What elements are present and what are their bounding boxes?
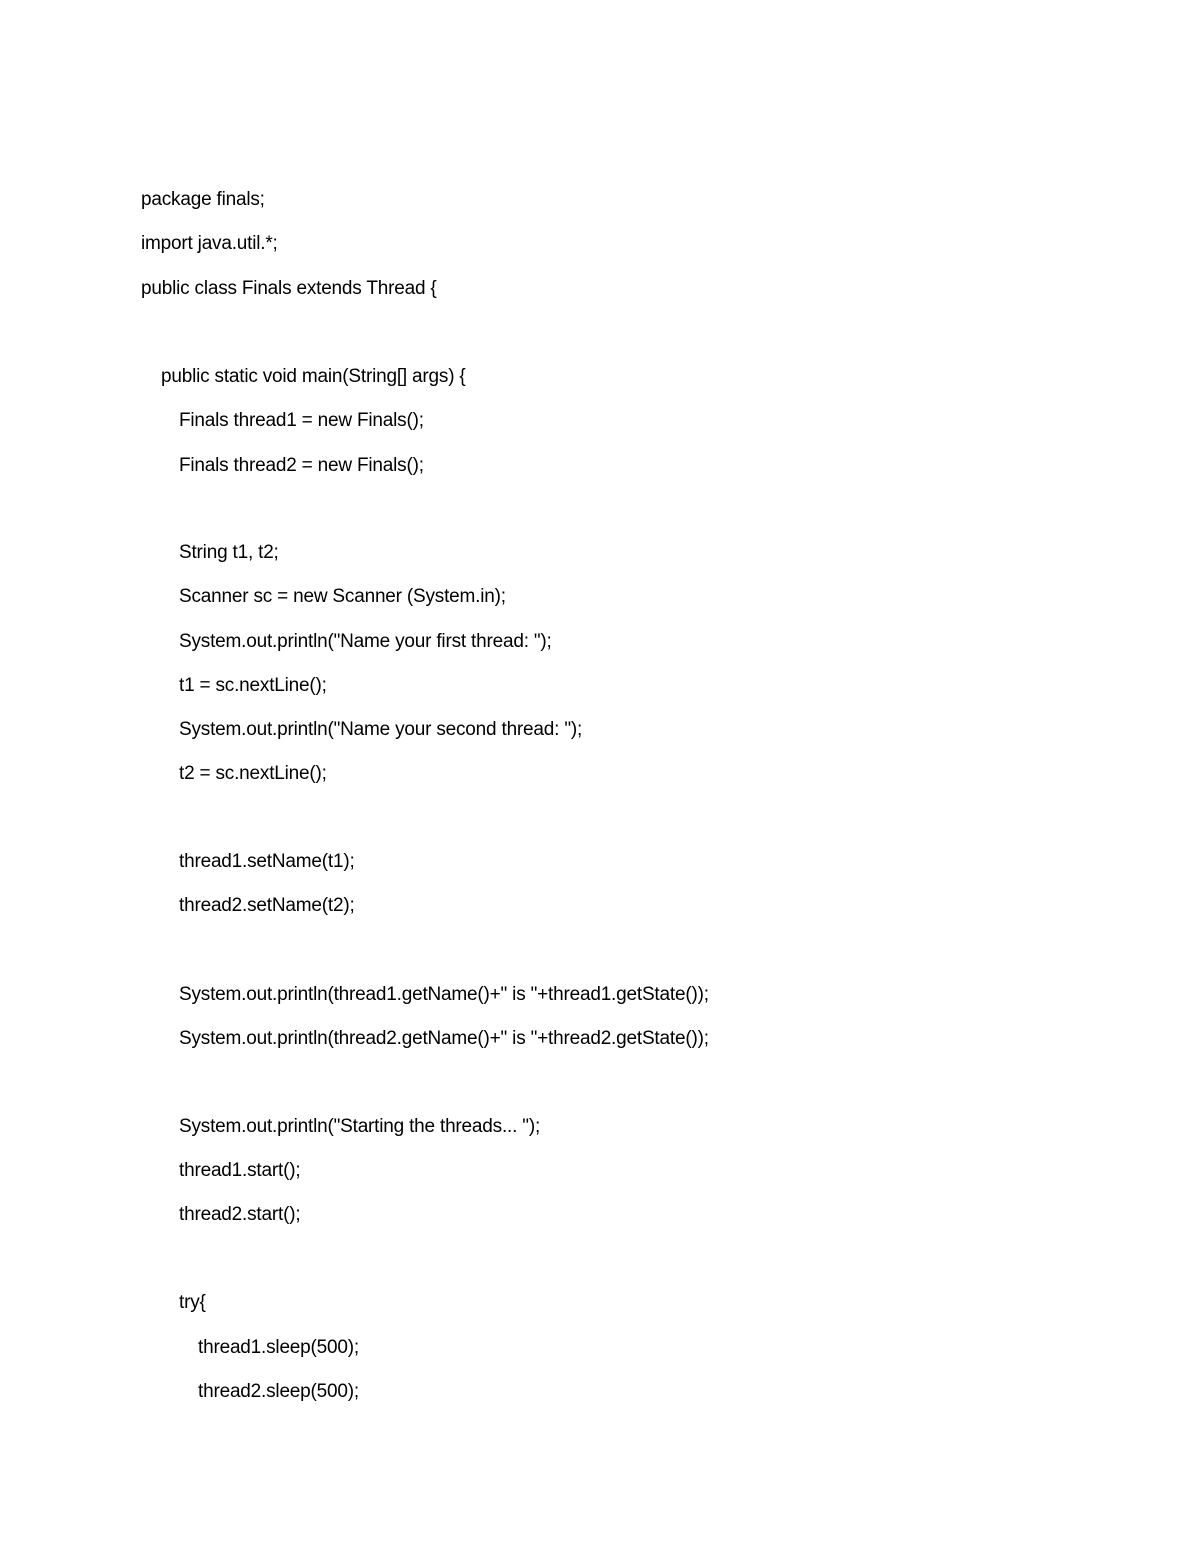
code-line-thread1-declaration: Finals thread1 = new Finals(); bbox=[179, 410, 424, 431]
code-line-set-name-thread2: thread2.setName(t2); bbox=[179, 895, 355, 916]
code-line-try-block: try{ bbox=[179, 1292, 206, 1313]
code-line-set-name-thread1: thread1.setName(t1); bbox=[179, 851, 355, 872]
code-line-print-state-thread2: System.out.println(thread2.getName()+" is "+thread2.getState()); bbox=[179, 1028, 709, 1049]
code-line-prompt-second-thread: System.out.println("Name your second thread: "); bbox=[179, 719, 583, 740]
code-line-sleep-thread1: thread1.sleep(500); bbox=[198, 1337, 359, 1358]
code-line-main-method: public static void main(String[] args) { bbox=[161, 366, 466, 387]
code-line-read-t1: t1 = sc.nextLine(); bbox=[179, 675, 327, 696]
code-line-sleep-thread2: thread2.sleep(500); bbox=[198, 1381, 359, 1402]
code-line-thread2-declaration: Finals thread2 = new Finals(); bbox=[179, 455, 424, 476]
code-line-string-declaration: String t1, t2; bbox=[179, 542, 279, 563]
code-line-print-state-thread1: System.out.println(thread1.getName()+" is "+thread1.getState()); bbox=[179, 984, 709, 1005]
code-line-package: package finals; bbox=[141, 189, 265, 210]
code-line-scanner-declaration: Scanner sc = new Scanner (System.in); bbox=[179, 586, 506, 607]
code-line-start-thread1: thread1.start(); bbox=[179, 1160, 301, 1181]
code-line-prompt-first-thread: System.out.println("Name your first thread: "); bbox=[179, 631, 552, 652]
code-line-import: import java.util.*; bbox=[141, 233, 278, 254]
code-line-read-t2: t2 = sc.nextLine(); bbox=[179, 763, 327, 784]
code-line-print-starting: System.out.println("Starting the threads... "); bbox=[179, 1116, 541, 1137]
code-line-start-thread2: thread2.start(); bbox=[179, 1204, 301, 1225]
code-line-class-declaration: public class Finals extends Thread { bbox=[141, 278, 437, 299]
